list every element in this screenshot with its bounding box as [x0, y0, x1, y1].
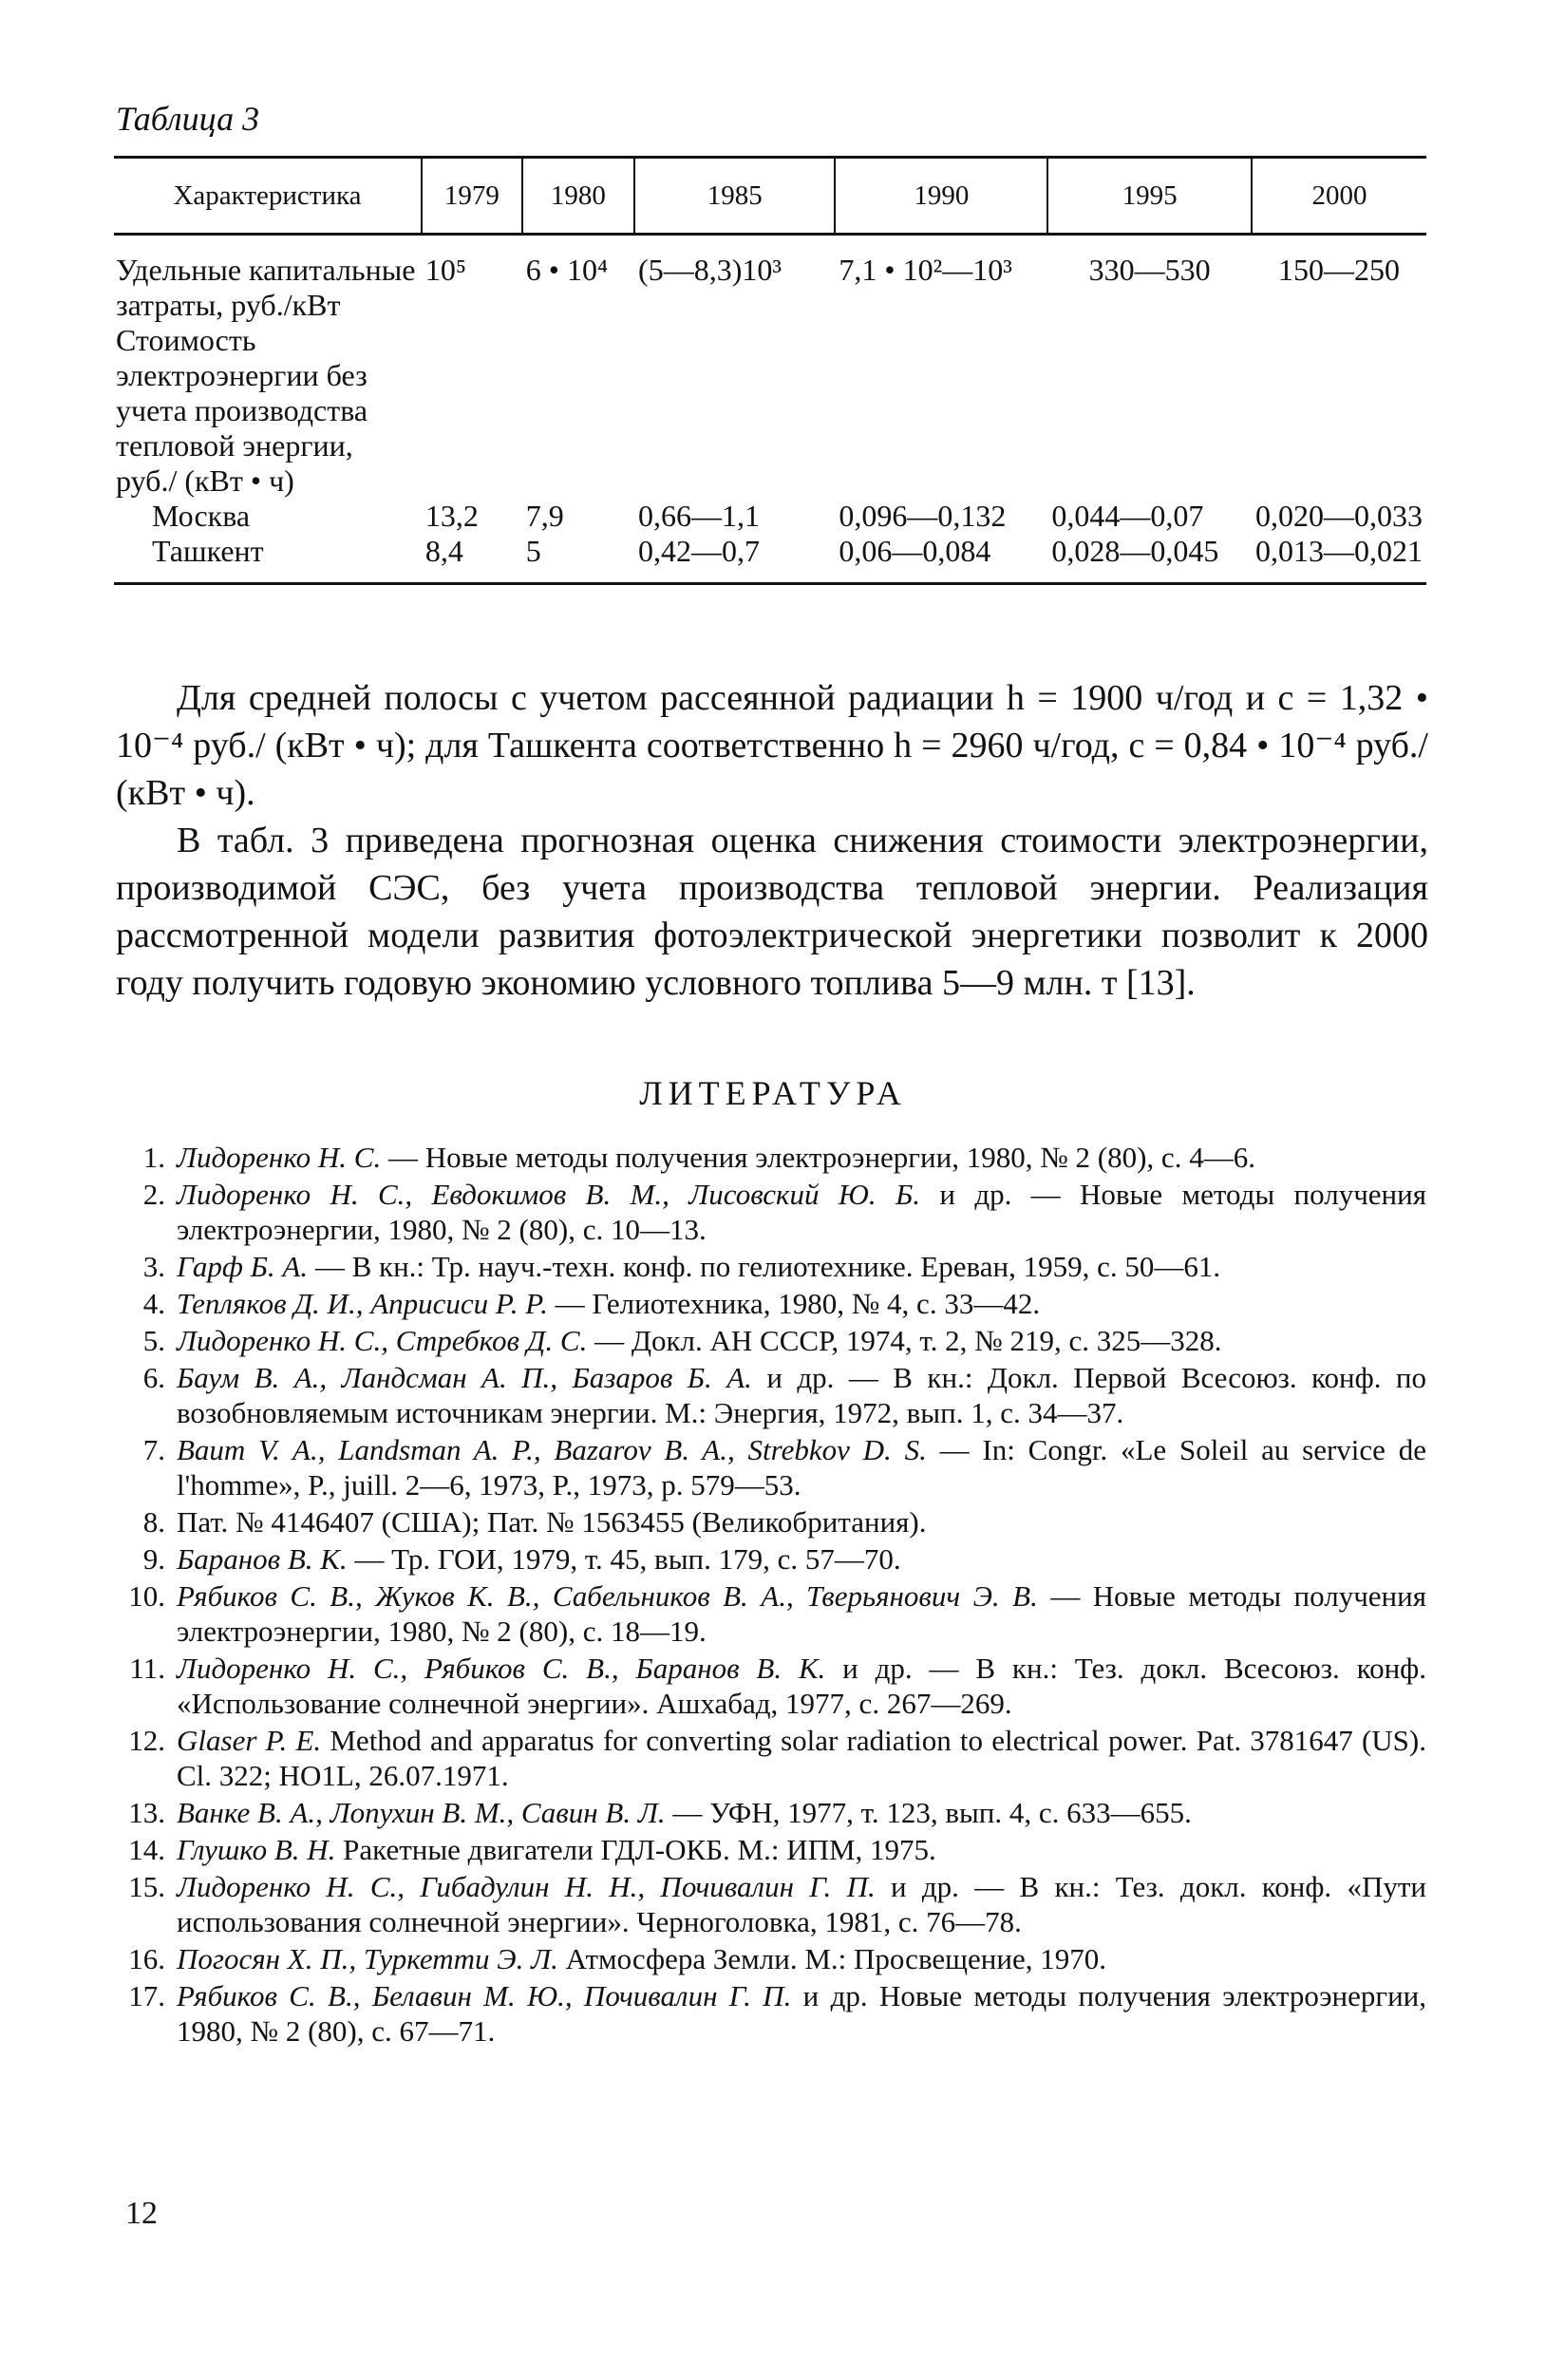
- reference-number: 8.: [142, 1505, 165, 1539]
- reference-item: [116, 1869, 1426, 1939]
- reference-number: 16.: [128, 1942, 165, 1975]
- cell-moscow-1979: 13,2: [424, 499, 479, 533]
- header-1990: 1990: [835, 158, 1047, 235]
- reference-number: 6.: [142, 1361, 165, 1394]
- reference-item: [116, 1723, 1426, 1793]
- reference-item: [116, 1432, 1426, 1502]
- reference-item: [116, 1941, 1426, 1976]
- literature-heading: ЛИТЕРАТУРА: [639, 1074, 907, 1112]
- header-characteristic: Характеристика: [114, 158, 422, 235]
- reference-authors: Лидоренко Н. С., Стребков Д. С.: [177, 1324, 588, 1357]
- cell-moscow-1990: 0,096—0,132: [839, 499, 1007, 533]
- reference-item: [116, 1795, 1426, 1830]
- reference-text: Method and apparatus for converting solar radiation to electrical power. Pat. 3781647 (US). Cl. 322; HO1L, 26.07.1971.: [177, 1724, 1426, 1792]
- cell-moscow-1980: 7,9: [525, 499, 564, 533]
- reference-item: [116, 1323, 1426, 1358]
- header-2000: 2000: [1252, 158, 1426, 235]
- reference-authors: Рябиков С. В., Белавин М. Ю., Почивалин Г. П.: [177, 1979, 792, 2012]
- reference-text: и др. — В кн.: Тез. докл. Всесоюз. конф. «Использование солнечной энергии». Ашхабад, 1977, с. 267—269.: [177, 1652, 1426, 1720]
- reference-item: [116, 1578, 1426, 1649]
- reference-item: [116, 1541, 1426, 1577]
- cell-capital-1995: 330—530: [1088, 253, 1211, 287]
- cell-tashkent-1995: 0,028—0,045: [1047, 534, 1252, 584]
- reference-authors: Баум В. А., Ландсман А. П., Базаров Б. А.: [177, 1361, 752, 1394]
- cell-tashkent-2000: 0,013—0,021: [1252, 534, 1426, 584]
- reference-text: — В кн.: Тр. науч.-техн. конф. по гелиотехнике. Ереван, 1959, с. 50—61.: [308, 1250, 1221, 1283]
- reference-number: 4.: [142, 1287, 165, 1320]
- reference-number: 7.: [142, 1433, 165, 1466]
- reference-item: [116, 1249, 1426, 1284]
- reference-authors: Glaser P. E.: [177, 1724, 322, 1757]
- reference-authors: Лидоренко Н. С., Евдокимов В. М., Лисовский Ю. Б.: [177, 1178, 921, 1211]
- reference-authors: Погосян Х. П., Туркетти Э. Л.: [177, 1942, 558, 1975]
- reference-text: — Новые методы получения электроэнергии, 1980, № 2 (80), с. 18—19.: [177, 1579, 1426, 1648]
- row-label-tashkent: Ташкент: [114, 534, 422, 584]
- reference-authors: Тепляков Д. И., Априсиси Р. Р.: [177, 1287, 548, 1320]
- reference-text: Атмосфера Земли. М.: Просвещение, 1970.: [557, 1942, 1106, 1975]
- reference-text: и др. — В кн.: Тез. докл. конф. «Пути использования солнечной энергии». Черноголовка, 1981, с. 76—78.: [177, 1870, 1426, 1938]
- reference-number: 11.: [129, 1652, 165, 1685]
- reference-text: и др. — Новые методы получения электроэнергии, 1980, № 2 (80), с. 10—13.: [177, 1178, 1426, 1246]
- cell-moscow-1995: 0,044—0,07: [1051, 499, 1204, 533]
- table-row-tashkent: [114, 534, 1426, 584]
- reference-list: [116, 1140, 1426, 2050]
- reference-number: 12.: [128, 1724, 165, 1757]
- reference-number: 17.: [128, 1979, 165, 2012]
- header-1980: 1980: [522, 158, 634, 235]
- reference-number: 5.: [142, 1324, 165, 1357]
- reference-item: [116, 1140, 1426, 1175]
- reference-item: [116, 1286, 1426, 1321]
- cell-tashkent-1980: 5: [522, 534, 634, 584]
- reference-text: — Гелиотехника, 1980, № 4, с. 33—42.: [547, 1287, 1041, 1320]
- paragraph-radiation: Для средней полосы с учетом рассеянной радиации h = 1900 ч/год и c = 1,32 • 10⁻⁴ руб./ (кВт • ч); для Ташкента соответственно h = 2960 ч/год, c = 0,84 • 10⁻⁴ руб./ (кВт • ч).: [116, 678, 1428, 813]
- reference-item: [116, 1978, 1426, 2049]
- cell-moscow-2000: 0,020—0,033: [1255, 499, 1423, 533]
- reference-authors: Лидоренко Н. С., Рябиков С. В., Баранов В. К.: [177, 1652, 826, 1685]
- reference-authors: Рябиков С. В., Жуков К. В., Сабельников В. А., Тверьянович Э. В.: [177, 1579, 1038, 1613]
- reference-number: 10.: [128, 1579, 165, 1613]
- reference-item: [116, 1360, 1426, 1430]
- reference-authors: Лидоренко Н. С., Гибадулин Н. Н., Почивалин Г. П.: [177, 1870, 876, 1903]
- cell-capital-2000: 150—250: [1278, 253, 1400, 287]
- header-1995: 1995: [1047, 158, 1252, 235]
- reference-text: — Докл. АН СССР, 1974, т. 2, № 219, с. 325—328.: [587, 1324, 1222, 1357]
- reference-text: и др. Новые методы получения электроэнергии, 1980, № 2 (80), с. 67—71.: [177, 1979, 1426, 2048]
- reference-text: — УФН, 1977, т. 123, вып. 4, с. 633—655.: [665, 1796, 1192, 1829]
- reference-number: 2.: [142, 1178, 165, 1211]
- reference-item: [116, 1177, 1426, 1247]
- reference-number: 15.: [128, 1870, 165, 1903]
- reference-number: 9.: [142, 1542, 165, 1576]
- paragraph-forecast: В табл. 3 приведена прогнозная оценка снижения стоимости электроэнергии, производимой СЭС, без учета производства тепловой энергии. Реализация рассмотренной модели развития фотоэлектрической энергетики позволит к 2000 году получить годовую экономию условного топлива 5—9 млн. т [13].: [116, 821, 1428, 1003]
- header-1979: 1979: [422, 158, 522, 235]
- reference-text: Ракетные двигатели ГДЛ-ОКБ. М.: ИПМ, 1975.: [335, 1833, 936, 1866]
- reference-authors: Лидоренко Н. С.: [177, 1141, 382, 1174]
- reference-text: и др. — В кн.: Докл. Первой Всесоюз. конф. по возобновляемым источникам энергии. М.: Энергия, 1972, вып. 1, с. 34—37.: [177, 1361, 1426, 1429]
- table-caption: Таблица 3: [116, 100, 260, 138]
- reference-text: — In: Congr. «Le Soleil au service de l'homme», P., juill. 2—6, 1973, P., 1973, p. 579—53.: [177, 1433, 1426, 1502]
- page-number: 12: [125, 2196, 158, 2231]
- reference-text: — Новые методы получения электроэнергии, 1980, № 2 (80), с. 4—6.: [381, 1141, 1255, 1174]
- table-row-capital: [114, 235, 1426, 324]
- reference-number: 1.: [142, 1141, 165, 1174]
- reference-item: [116, 1832, 1426, 1867]
- table-row-moscow: [114, 499, 1426, 534]
- cell-capital-1980: 6 • 10⁴: [525, 253, 609, 287]
- cell-moscow-1985: 0,66—1,1: [638, 499, 761, 533]
- cell-capital-1979: 10⁵: [424, 253, 467, 287]
- data-table: [114, 156, 1426, 585]
- header-1985: 1985: [634, 158, 835, 235]
- reference-number: 14.: [128, 1833, 165, 1866]
- reference-text: Пат. № 4146407 (США); Пат. № 1563455 (Великобритания).: [177, 1505, 927, 1539]
- cell-tashkent-1985: 0,42—0,7: [634, 534, 835, 584]
- cell-capital-1985: (5—8,3)10³: [638, 253, 782, 287]
- reference-text: — Тр. ГОИ, 1979, т. 45, вып. 179, с. 57—70.: [347, 1542, 901, 1576]
- reference-item: [116, 1651, 1426, 1721]
- table-row-energy-label: [114, 323, 1426, 499]
- row-label-capital: Удельные капитальные затраты, руб./кВт: [116, 253, 416, 322]
- reference-item: [116, 1504, 1426, 1539]
- row-label-moscow: Москва: [152, 499, 251, 533]
- reference-authors: Ванке В. А., Лопухин В. М., Савин В. Л.: [177, 1796, 666, 1829]
- cell-tashkent-1979: 8,4: [422, 534, 522, 584]
- cell-capital-1990: 7,1 • 10²—10³: [839, 253, 1012, 287]
- reference-number: 13.: [128, 1796, 165, 1829]
- reference-authors: Baum V. A., Landsman A. P., Bazarov B. A., Strebkov D. S.: [177, 1433, 927, 1466]
- reference-authors: Глушко В. Н.: [177, 1833, 336, 1866]
- reference-authors: Гарф Б. А.: [177, 1250, 309, 1283]
- table-header-row: [114, 158, 1426, 235]
- row-label-energy: Стоимость электроэнергии без учета производства тепловой энергии, руб./ (кВт • ч): [116, 323, 368, 498]
- reference-number: 3.: [142, 1250, 165, 1283]
- cell-tashkent-1990: 0,06—0,084: [835, 534, 1047, 584]
- reference-authors: Баранов В. К.: [177, 1542, 348, 1576]
- body-text: [116, 674, 1428, 1007]
